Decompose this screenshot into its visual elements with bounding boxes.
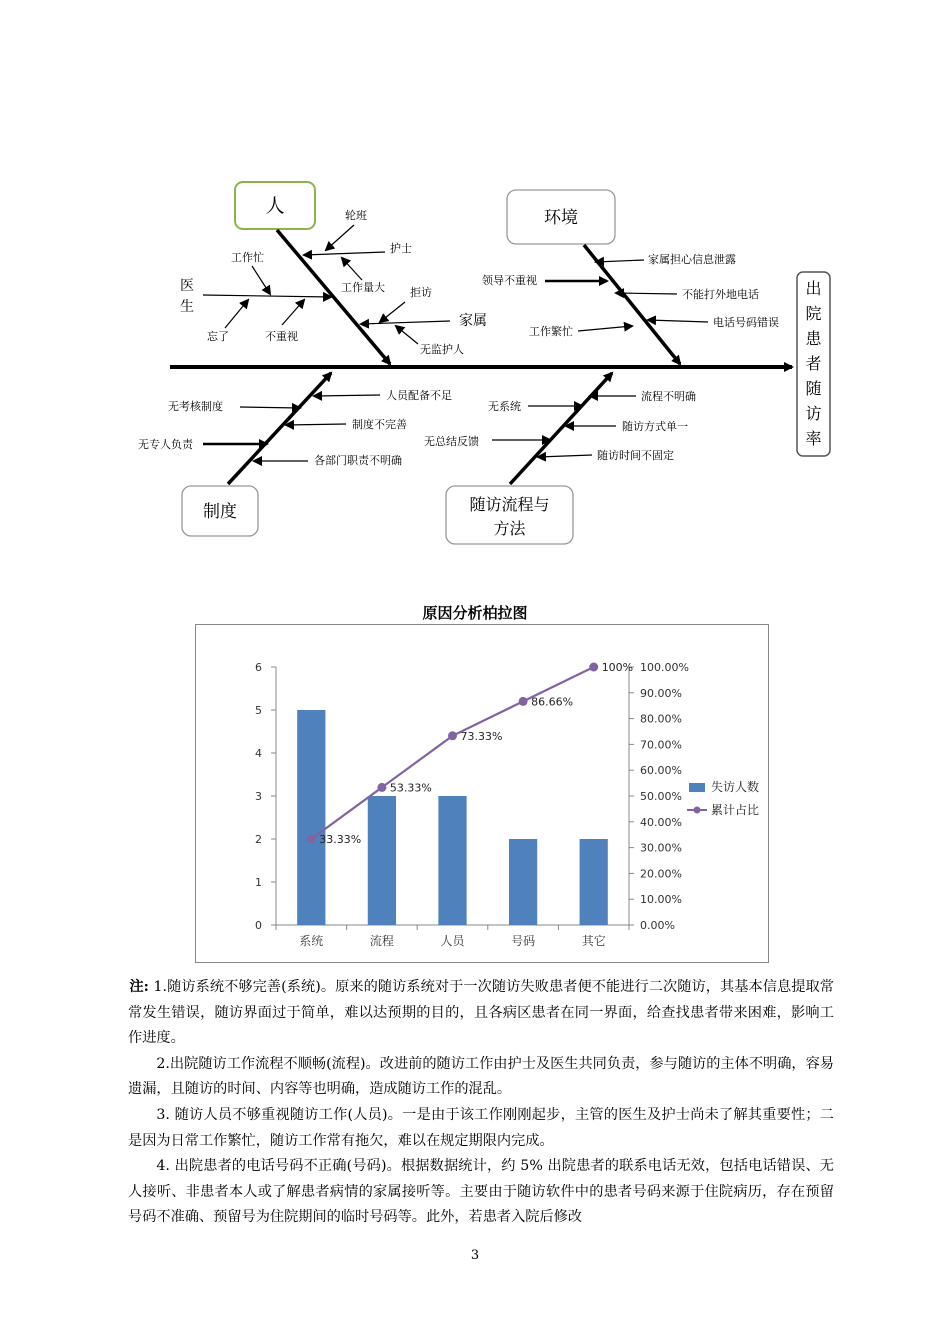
bar [509, 839, 537, 925]
cause-arrow [342, 258, 362, 280]
cause-arrow [286, 424, 346, 425]
cause-label: 工作量大 [341, 281, 385, 294]
y-tick-label: 5 [255, 704, 262, 717]
cause-label: 轮班 [345, 209, 367, 222]
y-tick-label: 0 [255, 919, 262, 932]
cause-label: 忘了 [207, 330, 229, 343]
y-tick-label: 6 [255, 661, 262, 674]
cause-arrow [252, 266, 270, 294]
cause-label: 家属担心信息泄露 [648, 253, 736, 266]
cause-arrow [380, 302, 405, 322]
notes-section [128, 975, 834, 1231]
cause-label: 不能打外地电话 [682, 288, 759, 301]
head-system [182, 486, 258, 536]
cause-arrow [648, 320, 708, 322]
legend-label: 失访人数 [711, 780, 760, 794]
y-tick-label: 4 [255, 747, 262, 760]
cause-label: 无考核制度 [168, 400, 223, 413]
cause-arrow [203, 295, 331, 297]
cumulative-point [448, 731, 457, 740]
cause-label: 电话号码错误 [713, 316, 779, 329]
bone-system [228, 373, 331, 484]
x-tick-label: 流程 [369, 934, 394, 948]
y2-tick-label: 100.00% [640, 661, 689, 674]
svg-text:随访流程与: 随访流程与 [469, 495, 550, 514]
cause-arrow [538, 455, 592, 457]
y2-tick-label: 10.00% [640, 893, 682, 907]
y-tick-label: 3 [255, 790, 262, 803]
cause-label: 医 [180, 278, 194, 294]
y2-tick-label: 60.00% [640, 764, 682, 778]
x-tick-label: 系统 [299, 934, 324, 948]
y2-tick-label: 30.00% [640, 841, 682, 855]
head-process [446, 486, 573, 544]
data-label: 100% [601, 661, 634, 674]
cause-label: 人员配备不足 [386, 389, 452, 402]
y2-tick-label: 90.00% [640, 686, 682, 700]
y2-tick-label: 80.00% [640, 712, 682, 726]
effect-char: 出 [805, 279, 822, 298]
cause-label: 工作忙 [231, 251, 264, 264]
y2-tick-label: 70.00% [640, 738, 682, 752]
effect-char: 院 [805, 304, 822, 323]
cause-label: 不重视 [265, 330, 298, 343]
cause-label: 领导不重视 [482, 274, 537, 287]
cause-arrow [314, 395, 380, 396]
cumulative-point [519, 697, 528, 706]
cause-arrow [304, 252, 385, 255]
cause-label: 各部门职责不明确 [314, 454, 402, 467]
effect-char: 率 [805, 429, 822, 448]
x-tick-label: 人员 [440, 934, 465, 948]
effect-char: 随 [805, 379, 822, 398]
y-tick-label: 1 [255, 876, 262, 889]
cause-label: 工作繁忙 [529, 325, 573, 338]
cause-label: 无系统 [488, 400, 521, 413]
cause-label: 制度不完善 [352, 418, 407, 431]
x-tick-label: 其它 [581, 934, 606, 948]
cause-label: 无总结反馈 [424, 435, 479, 448]
cause-label: 生 [180, 299, 194, 315]
bar [368, 796, 396, 925]
y2-tick-label: 50.00% [640, 790, 682, 803]
fishbone-diagram [0, 170, 950, 560]
cause-arrow [326, 225, 354, 250]
effect-box [797, 272, 830, 456]
legend-bar-swatch [689, 783, 705, 792]
head-environment [507, 190, 615, 244]
cause-arrow [361, 321, 450, 324]
note-paragraph: 注: 1.随访系统不够完善(系统)。原来的随访系统对于一次随访失败患者便不能进行二次随访，其基本信息提取常常发生错误，随访界面过于简单，难以达预期的目的，且各病区患者在同一界面，给查找患者带来困难，影响工作进度。 [128, 979, 834, 1047]
legend-line-marker [694, 807, 701, 814]
cause-label: 拒访 [410, 286, 432, 299]
cause-label: 无专人负责 [138, 438, 193, 451]
legend-label: 累计占比 [711, 803, 760, 817]
cause-label: 随访时间不固定 [597, 449, 674, 462]
x-tick-label: 号码 [511, 934, 536, 948]
effect-char: 访 [805, 404, 822, 423]
svg-text:人: 人 [265, 195, 285, 217]
cause-label: 家属 [459, 313, 487, 329]
cumulative-point [589, 663, 598, 672]
svg-text:环境: 环境 [544, 208, 578, 228]
y2-tick-label: 20.00% [640, 867, 682, 881]
data-label: 86.66% [531, 695, 574, 709]
cause-arrow [282, 300, 304, 325]
cause-arrow [578, 326, 632, 331]
note-paragraph: 3. 随访人员不够重视随访工作(人员)。一是由于该工作刚刚起步，主管的医生及护士尚未了解其重要性；二是因为日常工作繁忙，随访工作常有拖欠，难以在规定期限内完成。 [128, 1106, 834, 1149]
note-label: 注: [129, 979, 149, 995]
cause-arrow [225, 300, 248, 328]
data-label: 53.33% [389, 781, 432, 795]
chart-title: 原因分析柏拉图 [422, 604, 528, 622]
cumulative-point [377, 783, 386, 792]
svg-text:制度: 制度 [203, 502, 237, 522]
chart-frame [196, 625, 769, 963]
y2-tick-label: 40.00% [640, 815, 682, 829]
cause-label: 护士 [390, 242, 412, 255]
effect-char: 者 [805, 354, 822, 373]
bar [297, 710, 325, 925]
data-label: 73.33% [460, 729, 503, 743]
cause-arrow [240, 407, 300, 408]
page-number: 3 [470, 1248, 480, 1263]
svg-text:方法: 方法 [493, 519, 526, 538]
effect-char: 患 [805, 329, 822, 348]
bar [580, 839, 608, 925]
cause-label: 随访方式单一 [622, 420, 688, 433]
cause-arrow [396, 326, 418, 344]
cumulative-point [307, 835, 316, 844]
cause-label: 无监护人 [420, 343, 464, 356]
bone-process [510, 373, 612, 484]
cause-arrow [596, 260, 644, 262]
head-people [235, 182, 315, 229]
bar [438, 796, 466, 925]
y2-tick-label: 0.00% [640, 919, 675, 932]
note-paragraph: 2.出院随访工作流程不顺畅(流程)。改进前的随访工作由护士及医生共同负责，参与随访的主体不明确，容易遗漏，且随访的时间、内容等也明确，造成随访工作的混乱。 [128, 1055, 834, 1098]
note-paragraph: 4. 出院患者的电话号码不正确(号码)。根据数据统计，约 5% 出院患者的联系电话无效，包括电话错误、无人接听、非患者本人或了解患者病情的家属接听等。主要由于随访软件中的患者号码来源于住院病历，存在预留号码不准确、预留号为住院期间的临时号码等。此外，若患者入院后修改 [128, 1158, 834, 1226]
y-tick-label: 2 [255, 833, 262, 846]
cause-label: 流程不明确 [641, 390, 696, 403]
data-label: 33.33% [319, 833, 362, 847]
pareto-chart [195, 624, 770, 964]
